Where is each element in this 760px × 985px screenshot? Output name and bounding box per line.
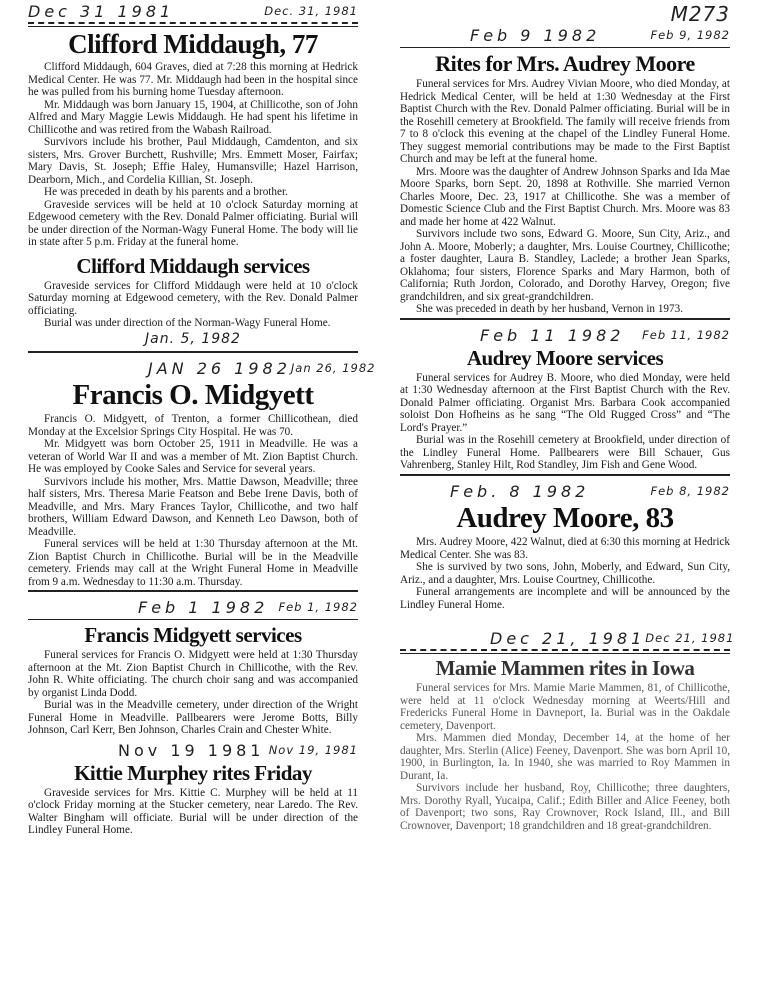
handwritten-date: Nov 19 1981 [118, 740, 265, 760]
article-clifford-obituary [28, 2, 358, 249]
handwritten-margin-date: Feb 11, 1982 [642, 327, 730, 342]
handwritten-margin-date: Jan 26, 1982 [290, 360, 376, 375]
paragraph: Mr. Middaugh was born January 15, 1904, at Chillicothe, son of John Alfred and Mary Maggie Lewis Middaugh. He had spent his lifetime in Chillicothe and was retired from the Wabash Railroad. [28, 98, 358, 136]
divider [400, 474, 730, 476]
handwritten-margin-date: Feb 9, 1982 [650, 28, 730, 42]
handwritten-margin-date: Nov 19, 1981 [268, 742, 358, 757]
article-heading: Rites for Mrs. Audrey Moore [435, 51, 695, 76]
handwritten-date: Jan. 5, 1982 [145, 330, 241, 347]
date-row [400, 482, 730, 501]
paragraph: Survivors include his mother, Mrs. Mattie Dawson, Meadville; three half sisters, Mrs. Theresa Marie Featson and Bebe Irene Davis, both of Meadville, and Mrs. Mary Frances Taylor, Chillicothe, and two half brothers, William Edward Dawson, and Kenneth Leo Dawson, both of Meadville. [28, 475, 358, 538]
article-body [28, 280, 358, 330]
paragraph: Survivors include his brother, Paul Middaugh, Camdenton, and six sisters, Mrs. Grover Burchett, Rushville; Mrs. Emmett Moser, Fairfax; Mary Davis, St. Joseph; Effie Haley, Humansville; Hazel Harrison, Dearborn, Mich., and Cordelia Killian, St. Joseph. [28, 136, 358, 186]
article-heading: Mamie Mammen rites in Iowa [435, 656, 695, 681]
page-number-row [400, 2, 730, 26]
article-body [28, 787, 358, 837]
article-audrey-services [400, 326, 730, 478]
article-heading: Kittie Murphey rites Friday [74, 760, 312, 785]
article-mamie-mammen [400, 629, 735, 832]
paragraph: Clifford Middaugh, 604 Graves, died at 7:28 this morning at Hedrick Medical Center. He was 77. Mr. Middaugh had been in the hospital since he was pulled from his burning home Tuesday afternoon. [28, 61, 358, 99]
right-column [400, 2, 735, 836]
article-body [400, 78, 730, 316]
article-clifford-services [28, 253, 358, 355]
article-audrey-obituary [400, 482, 730, 611]
date-row [28, 2, 358, 21]
handwritten-margin-date: Dec 21, 1981 [645, 631, 735, 646]
paragraph: Funeral services for Mrs. Mamie Marie Mammen, 81, of Chillicothe, were held at 11 o'clock Wednesday morning at Weerts/Hill and Fredericks Funeral Home in Davneport, Ia. Burial was in the Oakdale cemetery, Davenport. [400, 682, 730, 732]
article-heading: Clifford Middaugh, 77 [68, 29, 318, 59]
date-row [400, 326, 730, 345]
date-row [28, 741, 358, 760]
paragraph: She was preceded in death by her husband, Vernon in 1973. [416, 303, 683, 316]
handwritten-margin-date: Feb 1, 1982 [278, 600, 358, 615]
divider [400, 318, 730, 320]
paragraph: Funeral services will be held at 1:30 Thursday afternoon at the Mt. Zion Baptist Church in Chillicothe. Burial will be in the Meadville cemetery. Friends may call at the Wright Funeral Home in Meadville from 9 a.m. Wednesday to 11:30 a.m. Thursday. [28, 538, 358, 588]
date-row [28, 598, 358, 617]
paragraph: Burial was in the Meadville cemetery, under direction of the Wright Funeral Home in Meadville. Pallbearers were Jerome Botts, Billy Johnson, Carl Kerr, Ben Johnson, Charles Crain and Chester White. [28, 699, 358, 737]
paragraph: Mrs. Mammen died Monday, December 14, at the home of her daughter, Mrs. Sterlin (Alice) Feeney, Davenport. She was born April 10, 1900, in Burlington, Ia. In 1940, she was married to Roy Mammen in Durant, Ia. [400, 732, 730, 782]
article-body [28, 413, 358, 588]
handwritten-margin-date: Feb 8, 1982 [650, 483, 730, 498]
article-body [400, 682, 730, 832]
paragraph: Funeral services for Francis O. Midgyett were held at 1:30 Thursday afternoon at the Mt. Zion Baptist Church in Chillicothe, with the Rev. John R. White officiating. The church choir sang and was accompanied by organist Linda Dodd. [28, 649, 358, 699]
article-heading: Francis Midgyett services [84, 623, 302, 648]
paragraph: Graveside services will be held at 10 o'clock Saturday morning at Edgewood cemetery with the Rev. Donald Palmer officiating. Burial will be under direction of the Norman-Wagy Funeral Home. The body will lie in state after 5 p.m. Friday at the funeral home. [28, 198, 358, 249]
article-audrey-rites [400, 26, 730, 322]
handwritten-date: Feb 11 1982 [480, 325, 625, 345]
page-number-note: M273 [670, 2, 730, 26]
paragraph: Mr. Midgyett was born October 25, 1911 in Meadville. He was a veteran of World War II and was a member of Mt. Zion Baptist Church. He was employed by Cooke Sales and Service for several years. [28, 438, 358, 476]
paragraph: Funeral services for Mrs. Audrey Vivian Moore, who died Monday, at Hedrick Medical Center, will be held at 1:30 Wednesday at the First Baptist Church with the Rev. Donald Palmer officiating. Burial will be in the Rosehill cemetery at Brookfield. The family will receive friends from 7 to 8 o'clock this evening at the chapel of the Lindley Funeral Home. They suggest memorial contributions may be made to the First Baptist Church and may be left at the funeral home. [400, 78, 730, 166]
handwritten-date: JAN 26 1982 [148, 358, 291, 378]
left-column [28, 2, 376, 841]
article-heading: Francis O. Midgyett [72, 378, 314, 411]
paragraph: Funeral arrangements are incomplete and will be announced by the Lindley Funeral Home. [400, 586, 730, 611]
article-francis-obituary [28, 358, 376, 594]
article-body [28, 61, 358, 249]
article-body [400, 372, 730, 472]
paragraph: Burial was in the Rosehill cemetery at Brookfield, under direction of the Lindley Funeral Home. Pallbearers were Bill Schauer, Gus Vahrenberg, Stanley Hilt, Rod Standley, Jim Fish and Gene Wood. [400, 434, 730, 472]
paragraph: Graveside services for Mrs. Kittie C. Murphey will be held at 11 o'clock Friday morning at the Stucker cemetery, near Laredo. The Rev. Walter Bingham will officiate. Burial will be under direction of the Lindley Funeral Home. [28, 786, 358, 837]
paragraph: Graveside services for Clifford Middaugh were held at 10 o'clock Saturday morning at Edgewood cemetery, with the Rev. Donald Palmer officiating. [28, 279, 358, 317]
paragraph: Mrs. Audrey Moore, 422 Walnut, died at 6:30 this morning at Hedrick Medical Center. She was 83. [400, 536, 730, 561]
paragraph: Survivors include two sons, Edward G. Moore, Sun City, Ariz., and John A. Moore, Moberly; a daughter, Mrs. Louise Courtney, Chillicothe; a foster daughter, Laura B. Standley, Laclede; a brother Jean Sparks, Oklahoma; four sisters, Florence Sparks and Mary Harmon, both of California; Ruth Jordon, Colorado, and Dorothy Harvey, Oregon; five grandchildren, and six great-grandchildren. [400, 228, 730, 303]
divider [400, 649, 730, 654]
article-heading: Audrey Moore, 83 [456, 501, 674, 534]
handwritten-date: Dec 21, 1981 [490, 629, 646, 649]
date-row [400, 26, 730, 45]
divider [28, 351, 358, 353]
handwritten-date: Dec 31 1981 [28, 2, 175, 21]
article-kittie-murphey [28, 741, 358, 837]
handwritten-date: Feb. 8 1982 [450, 481, 590, 501]
article-body [400, 536, 730, 611]
paragraph: Survivors include her husband, Roy, Chillicothe; three daughters, Mrs. Dorothy Ryall, Yucaipa, Calif.; Edith Biller and Alice Feeney, both of Davenport; two sons, Ray Crownover, Rock Island, Ill., and Bill Crownover, Davenport; 18 grandchildren and 18 great-grandchildren. [400, 782, 730, 832]
article-heading: Audrey Moore services [466, 345, 664, 370]
divider [28, 590, 358, 592]
handwritten-margin-date: Dec. 31, 1981 [264, 4, 358, 18]
divider [28, 22, 358, 27]
paragraph: Mrs. Moore was the daughter of Andrew Johnson Sparks and Ida Mae Moore Sparks, born Sept. 20, 1898 at Rothville. She married Vernon Charles Moore, Dec. 23, 1917 at Chillicothe. She was a member of Domestic Science Club and the First Baptist Church. Mrs. Moore was 83 and made her home at 422 Walnut. [400, 165, 730, 228]
paragraph: She is survived by two sons, John, Moberly, and Edward, Sun City, Ariz., and a daughter, Mrs. Louise Courtney, Chillicothe. [400, 561, 730, 586]
handwritten-date: Feb 1 1982 [138, 598, 269, 618]
article-francis-services [28, 598, 358, 737]
date-row [28, 358, 376, 378]
handwritten-date: Feb 9 1982 [470, 26, 601, 45]
paragraph: Funeral services for Audrey B. Moore, who died Monday, were held at 1:30 Wednesday afternoon at the First Baptist Church with the Rev. Donald Palmer officiating. Organist Mrs. Barbara Cook accompanied soloist Don Hofheins as he sang “The Old Rugged Cross” and “The Lord's Prayer.” [400, 371, 730, 434]
article-heading: Clifford Middaugh services [76, 253, 310, 278]
article-body [28, 649, 358, 737]
divider [400, 47, 730, 48]
paragraph: Francis O. Midgyett, of Trenton, a former Chillicothean, died Monday at the Excelsior Springs City Hospital. He was 70. [28, 413, 358, 438]
date-row [28, 330, 358, 349]
divider [28, 619, 358, 620]
paragraph: Burial was under direction of the Norman-Wagy Funeral Home. [44, 317, 331, 330]
paragraph: He was preceded in death by his parents and a brother. [44, 186, 288, 199]
date-row [400, 629, 735, 649]
